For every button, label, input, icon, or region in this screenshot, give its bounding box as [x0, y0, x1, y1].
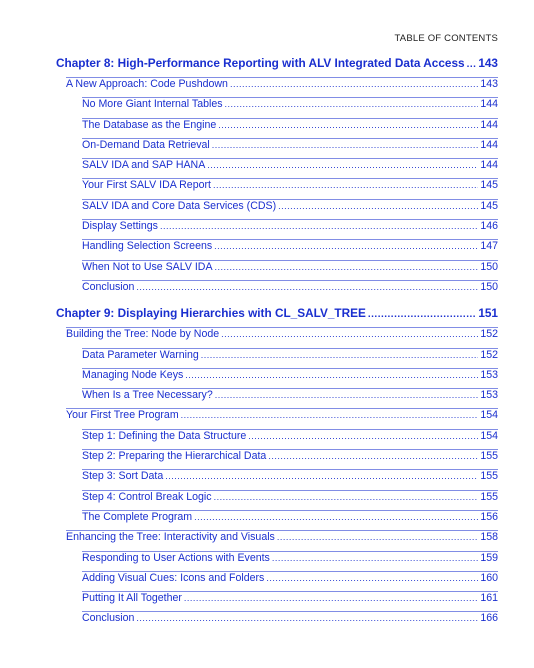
rule-divider: [82, 158, 498, 159]
rule-divider: [82, 591, 498, 592]
toc-page-number: 153: [480, 389, 498, 402]
toc-subsection[interactable]: [0, 592, 534, 611]
toc-page-number: 153: [480, 368, 498, 381]
toc-page-number: 159: [480, 551, 498, 564]
dot-leader: [184, 593, 478, 603]
toc-page-number: 151: [478, 306, 498, 321]
toc-subsection[interactable]: [0, 491, 534, 510]
toc-entry-title: Display Settings: [82, 220, 158, 233]
toc-page-number: 156: [480, 510, 498, 523]
rule-divider: [82, 239, 498, 240]
rule-divider: [82, 429, 498, 430]
toc-subsection[interactable]: [0, 612, 534, 631]
toc-page-number: 144: [480, 98, 498, 111]
toc-entry-title: Chapter 8: High-Performance Reporting with ALV Integrated Data Access: [56, 56, 465, 70]
toc-subsection[interactable]: [0, 159, 534, 178]
dot-leader: [218, 120, 478, 130]
dot-leader: [194, 512, 478, 522]
dot-leader: [368, 309, 476, 320]
dot-leader: [278, 201, 478, 211]
toc-entry-title: Step 3: Sort Data: [82, 470, 164, 483]
toc-entry-title: SALV IDA and Core Data Services (CDS): [82, 199, 277, 212]
toc-entry-title: The Database as the Engine: [82, 118, 217, 131]
dot-leader: [467, 59, 477, 70]
toc-section[interactable]: [0, 78, 534, 97]
dot-leader: [248, 431, 478, 441]
toc-subsection[interactable]: [0, 139, 534, 158]
rule-divider: [82, 510, 498, 511]
rule-divider: [82, 388, 498, 389]
rule-divider: [66, 530, 498, 531]
toc-entry-title: Conclusion: [82, 612, 135, 625]
toc-page-number: 152: [480, 348, 498, 361]
running-head: TABLE OF CONTENTS: [394, 33, 498, 44]
toc-entry-title: When Not to Use SALV IDA: [82, 260, 213, 273]
toc-subsection[interactable]: [0, 369, 534, 388]
rule-divider: [82, 490, 498, 491]
dot-leader: [212, 140, 479, 150]
toc-page-number: 154: [480, 429, 498, 442]
dot-leader: [272, 553, 478, 563]
toc-subsection[interactable]: [0, 470, 534, 489]
toc-entry-title: The Complete Program: [82, 510, 193, 523]
dot-leader: [215, 262, 479, 272]
rule-divider: [82, 348, 498, 349]
table-of-contents: [0, 56, 534, 632]
toc-entry-title: Managing Node Keys: [82, 368, 184, 381]
toc-entry-title: Conclusion: [82, 280, 135, 293]
toc-page-number: 158: [480, 531, 498, 544]
toc-entry-title: Step 1: Defining the Data Structure: [82, 429, 247, 442]
toc-page-number: 155: [480, 450, 498, 463]
dot-leader: [207, 160, 478, 170]
toc-entry-title: A New Approach: Code Pushdown: [66, 78, 228, 90]
toc-chapter[interactable]: [0, 306, 534, 327]
toc-entry-title: Enhancing the Tree: Interactivity and Visuals: [66, 531, 275, 544]
toc-subsection[interactable]: [0, 349, 534, 368]
dot-leader: [215, 390, 479, 400]
dot-leader: [230, 79, 478, 89]
dot-leader: [214, 492, 479, 502]
rule-divider: [82, 260, 498, 261]
toc-entry-title: Step 2: Preparing the Hierarchical Data: [82, 450, 267, 463]
toc-page-number: 155: [480, 470, 498, 483]
rule-divider: [82, 368, 498, 369]
toc-subsection[interactable]: [0, 281, 534, 300]
toc-entry-title: Step 4: Control Break Logic: [82, 490, 212, 503]
toc-page-number: 150: [480, 260, 498, 273]
toc-page-number: 152: [480, 328, 498, 341]
toc-page-number: 145: [480, 199, 498, 212]
toc-section[interactable]: [0, 531, 534, 550]
rule-divider: [66, 408, 498, 409]
rule-divider: [82, 469, 498, 470]
toc-subsection[interactable]: [0, 450, 534, 469]
toc-subsection[interactable]: [0, 119, 534, 138]
toc-chapter[interactable]: [0, 56, 534, 77]
dot-leader: [185, 370, 478, 380]
toc-page-number: 150: [480, 280, 498, 293]
toc-entry-title: Data Parameter Warning: [82, 348, 199, 361]
toc-entry-title: Building the Tree: Node by Node: [66, 328, 220, 341]
rule-divider: [82, 280, 498, 281]
toc-subsection[interactable]: [0, 511, 534, 530]
toc-entry-title: On-Demand Data Retrieval: [82, 138, 210, 151]
toc-entry-title: Your First SALV IDA Report: [82, 179, 211, 192]
toc-entry-title: Chapter 9: Displaying Hierarchies with CL_SALV_TREE: [56, 306, 366, 321]
toc-section[interactable]: [0, 409, 534, 428]
dot-leader: [136, 613, 478, 623]
toc-page-number: 146: [480, 220, 498, 233]
rule-divider: [82, 118, 498, 119]
rule-divider: [66, 327, 498, 328]
toc-entry-title: Responding to User Actions with Events: [82, 551, 270, 564]
rule-divider: [82, 138, 498, 139]
toc-page-number: 160: [480, 571, 498, 584]
rule-divider: [82, 611, 498, 612]
dot-leader: [181, 410, 479, 420]
toc-page-number: 161: [480, 592, 498, 605]
toc-subsection[interactable]: [0, 220, 534, 239]
rule-divider: [82, 219, 498, 220]
toc-page-number: 144: [480, 159, 498, 172]
rule-divider: [66, 77, 498, 78]
toc-subsection[interactable]: [0, 552, 534, 571]
dot-leader: [136, 282, 478, 292]
dot-leader: [214, 241, 478, 251]
toc-subsection[interactable]: [0, 389, 534, 408]
toc-page-number: 143: [478, 56, 498, 70]
toc-subsection[interactable]: [0, 240, 534, 259]
toc-subsection[interactable]: [0, 98, 534, 117]
toc-entry-title: Your First Tree Program: [66, 409, 179, 422]
toc-entry-title: No More Giant Internal Tables: [82, 98, 223, 111]
toc-subsection[interactable]: [0, 200, 534, 219]
toc-page-number: 143: [480, 78, 498, 90]
toc-page-number: 144: [480, 138, 498, 151]
toc-page-number: 166: [480, 612, 498, 625]
toc-entry-title: Handling Selection Screens: [82, 240, 213, 253]
dot-leader: [225, 99, 479, 109]
dot-leader: [266, 573, 478, 583]
rule-divider: [82, 178, 498, 179]
toc-entry-title: When Is a Tree Necessary?: [82, 389, 213, 402]
dot-leader: [160, 221, 478, 231]
rule-divider: [82, 449, 498, 450]
toc-page-number: 154: [480, 409, 498, 422]
rule-divider: [82, 97, 498, 98]
toc-subsection[interactable]: [0, 179, 534, 198]
toc-page-number: 155: [480, 490, 498, 503]
dot-leader: [213, 180, 478, 190]
rule-divider: [82, 199, 498, 200]
toc-page-number: 147: [480, 240, 498, 253]
dot-leader: [221, 329, 478, 339]
dot-leader: [165, 471, 478, 481]
rule-divider: [82, 571, 498, 572]
toc-entry-title: Adding Visual Cues: Icons and Folders: [82, 571, 265, 584]
toc-subsection[interactable]: [0, 572, 534, 591]
toc-entry-title: Putting It All Together: [82, 592, 182, 605]
rule-divider: [82, 551, 498, 552]
toc-subsection[interactable]: [0, 261, 534, 280]
dot-leader: [201, 350, 479, 360]
toc-entry-title: SALV IDA and SAP HANA: [82, 159, 206, 172]
dot-leader: [277, 532, 478, 542]
dot-leader: [268, 451, 478, 461]
toc-section[interactable]: [0, 328, 534, 347]
toc-page-number: 144: [480, 118, 498, 131]
toc-page-number: 145: [480, 179, 498, 192]
toc-subsection[interactable]: [0, 430, 534, 449]
